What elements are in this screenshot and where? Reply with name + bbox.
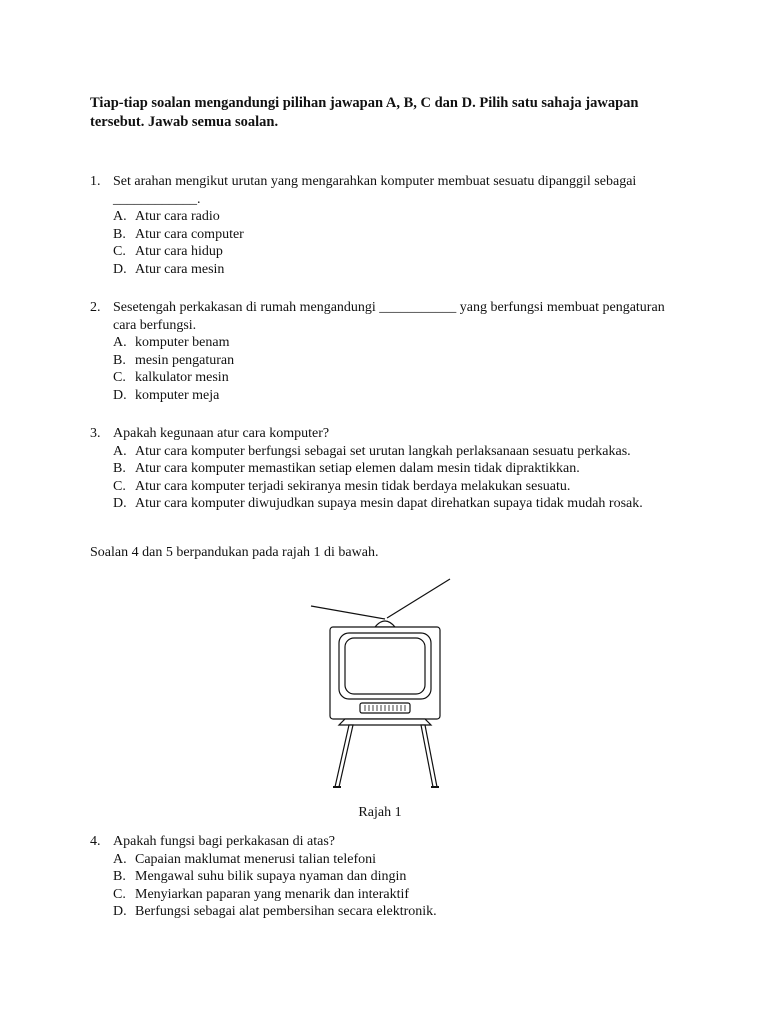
option-text: komputer benam — [135, 335, 230, 350]
option-text: Atur cara komputer diwujudkan supaya mesin dapat direhatkan supaya tidak mudah rosak. — [135, 496, 643, 511]
option-d — [113, 387, 690, 405]
option-text: Berfungsi sebagai alat pembersihan secara elektronik. — [135, 904, 437, 919]
question-1 — [90, 173, 690, 278]
option-b — [113, 352, 690, 370]
option-letter: D. — [113, 496, 127, 511]
question-number: 4. — [90, 834, 101, 849]
question-text: Sesetengah perkakasan di rumah mengandungi ___________ yang berfungsi membuat pengaturan cara berfungsi. — [113, 300, 665, 333]
figure-reference-note: Soalan 4 dan 5 berpandukan pada rajah 1 di bawah. — [90, 545, 379, 560]
question-text: Apakah fungsi bagi perkakasan di atas? — [113, 834, 335, 849]
question-number: 1. — [90, 174, 101, 189]
option-text: komputer meja — [135, 387, 220, 403]
option-text: Atur cara komputer memastikan setiap elemen dalam mesin tidak dipraktikkan. — [135, 461, 580, 476]
option-a — [113, 443, 690, 461]
tv-leg-right — [421, 725, 437, 787]
option-letter: A. — [113, 335, 127, 350]
option-letter: C. — [113, 478, 126, 494]
option-letter: B. — [113, 461, 126, 476]
question-number: 3. — [90, 426, 101, 441]
tv-leg-left — [335, 725, 353, 787]
antenna-left — [311, 606, 385, 619]
option-letter: A. — [113, 209, 127, 224]
option-letter: B. — [113, 869, 126, 884]
option-letter: B. — [113, 226, 126, 242]
question-3 — [90, 425, 690, 513]
option-c — [113, 369, 690, 387]
option-c — [113, 243, 690, 261]
option-d — [113, 261, 690, 279]
option-letter: D. — [113, 387, 127, 403]
option-text: mesin pengaturan — [135, 352, 235, 368]
figure-caption: Rajah 1 — [358, 805, 402, 820]
option-letter: B. — [113, 352, 126, 368]
option-a — [113, 851, 690, 869]
television-icon — [305, 575, 455, 795]
option-text: Mengawal suhu bilik supaya nyaman dan dingin — [135, 869, 407, 884]
antenna-right — [387, 579, 450, 618]
option-text: Menyiarkan paparan yang menarik dan interaktif — [135, 886, 410, 902]
option-text: Atur cara radio — [135, 209, 220, 224]
question-4 — [90, 833, 690, 921]
option-text: Atur cara mesin — [135, 261, 225, 277]
antenna-base — [375, 621, 395, 627]
option-a — [113, 208, 690, 226]
option-d — [113, 903, 690, 921]
option-text: Atur cara computer — [135, 226, 244, 242]
option-a — [113, 334, 690, 352]
question-number: 2. — [90, 300, 101, 315]
question-text: Set arahan mengikut urutan yang mengarahkan komputer membuat sesuatu dipanggil sebagai — [113, 174, 637, 189]
instructions: Tiap-tiap soalan mengandungi pilihan jawapan A, B, C dan D. Pilih satu sahaja jawapan tersebut. Jawab semua soalan. — [90, 95, 639, 130]
option-b — [113, 226, 690, 244]
option-c — [113, 478, 690, 496]
option-letter: C. — [113, 370, 126, 385]
option-b — [113, 460, 690, 478]
question-2 — [90, 299, 690, 404]
option-text: Atur cara komputer berfungsi sebagai set urutan langkah perlaksanaan sesuatu perkakas. — [135, 443, 631, 459]
option-letter: A. — [113, 851, 127, 867]
option-letter: A. — [113, 443, 127, 459]
option-d — [113, 495, 690, 513]
option-text: Capaian maklumat menerusi talian telefoni — [135, 851, 377, 867]
option-b — [113, 868, 690, 886]
option-text: Atur cara komputer terjadi sekiranya mesin tidak berdaya melakukan sesuatu. — [135, 478, 571, 494]
answer-blank: ____________. — [113, 191, 201, 207]
tv-stand-base — [339, 719, 431, 725]
option-c — [113, 886, 690, 904]
option-letter: C. — [113, 886, 126, 902]
option-letter: D. — [113, 904, 127, 919]
option-letter: C. — [113, 244, 126, 259]
option-text: kalkulator mesin — [135, 370, 229, 385]
question-text: Apakah kegunaan atur cara komputer? — [113, 426, 330, 441]
option-text: Atur cara hidup — [135, 244, 223, 259]
option-letter: D. — [113, 261, 127, 277]
